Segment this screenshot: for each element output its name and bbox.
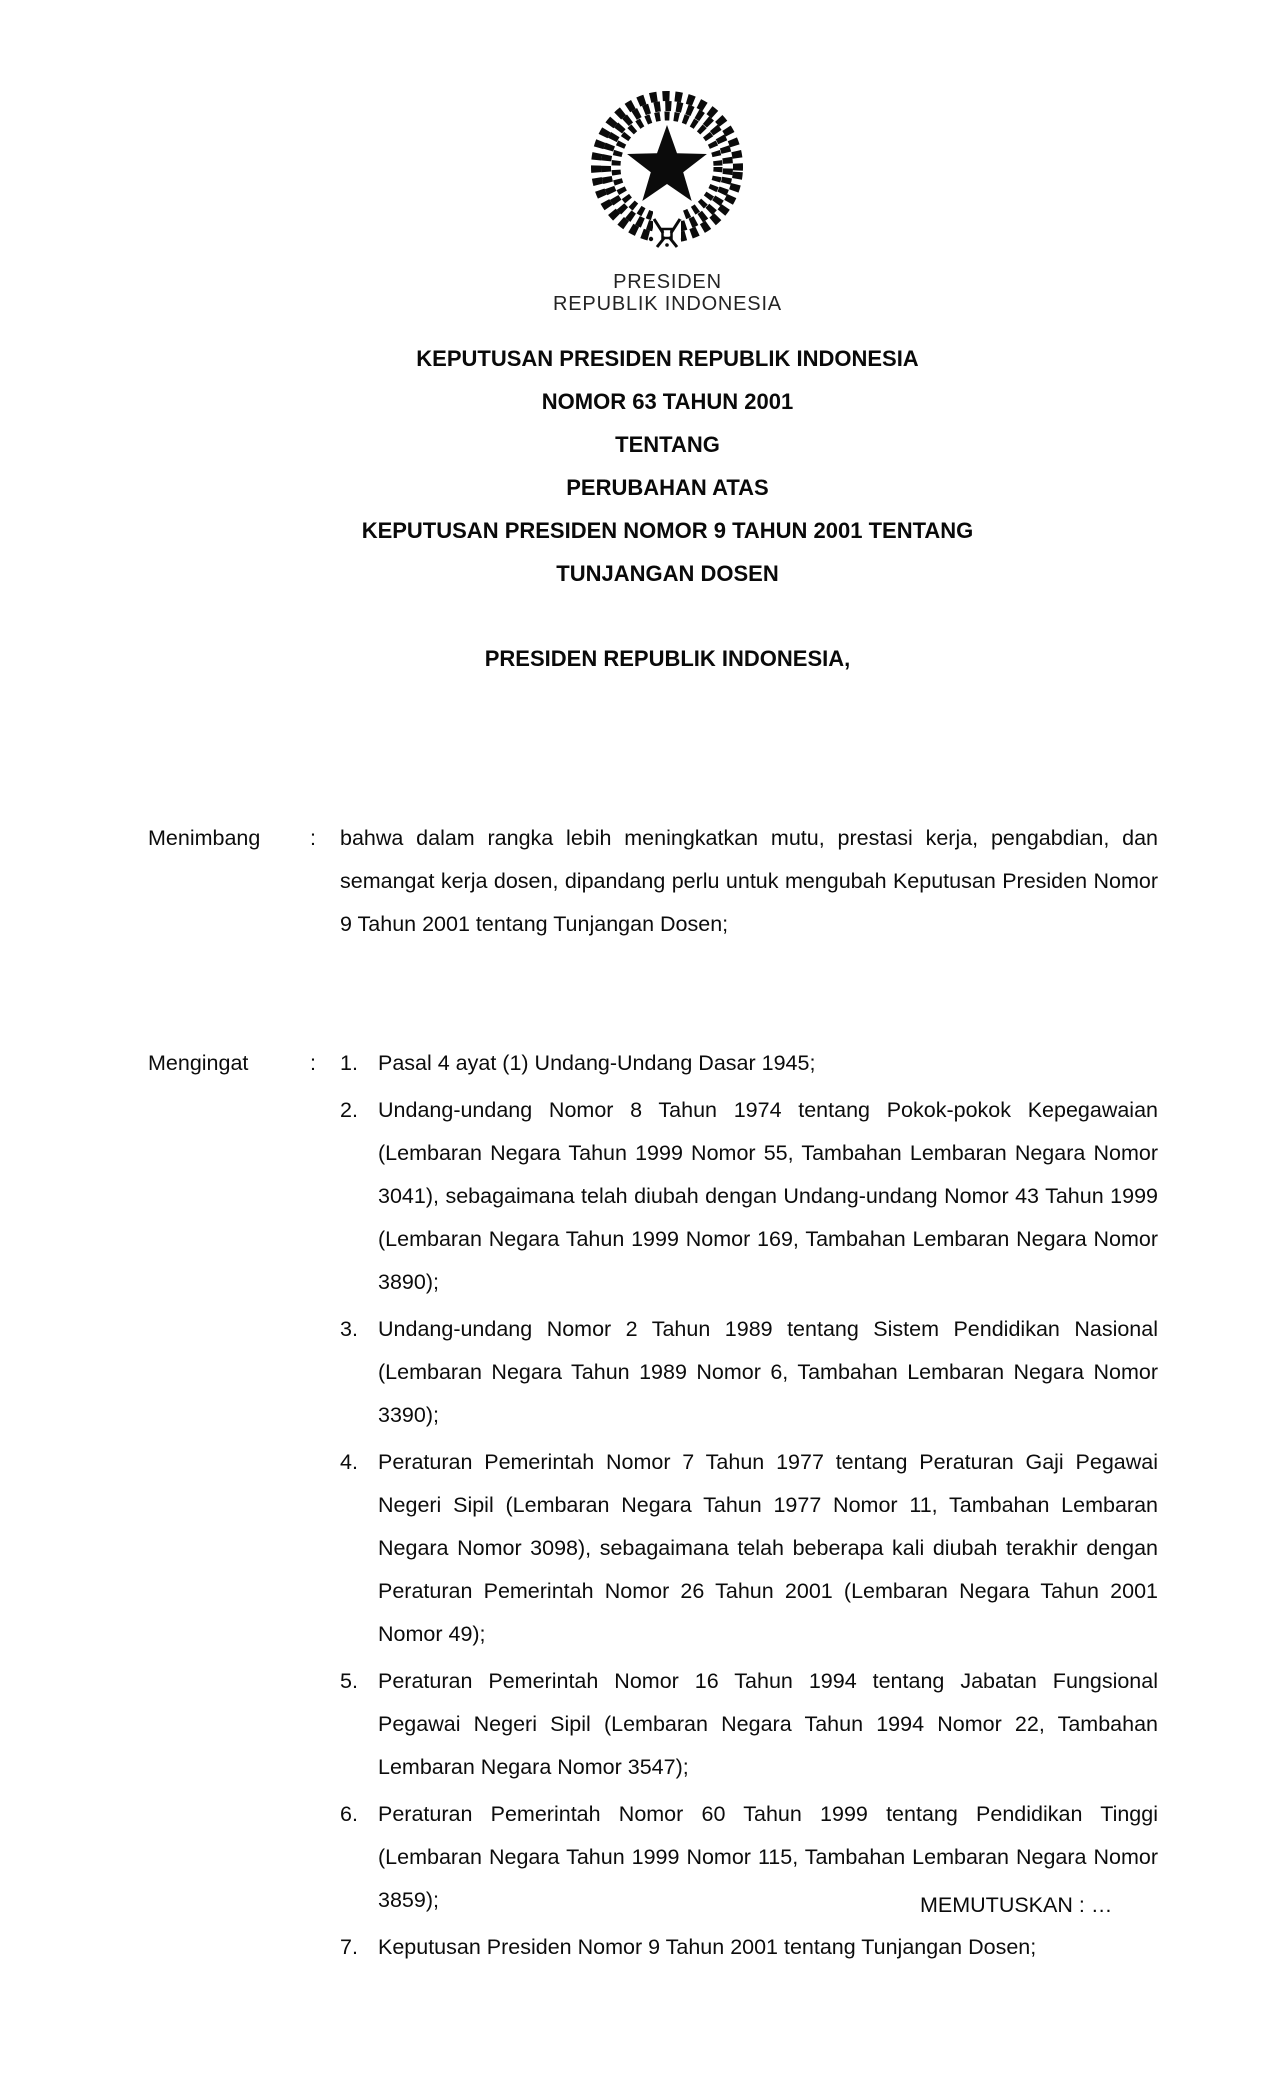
item-number bbox=[340, 1660, 378, 1789]
item-text: Peraturan Pemerintah Nomor 7 Tahun 1977 tentang Peraturan Gaji Pegawai Negeri Sipil (Lembaran Negara Tahun 1977 Nomor 11, Tambahan Lembaran Negara Nomor 3098), sebagaimana telah beberapa kali diubah terakhir dengan Peraturan Pemerintah Nomor 26 Tahun 2001 (Lembaran Negara Tahun 2001 Nomor 49); bbox=[378, 1450, 1158, 1646]
legal-basis-item bbox=[340, 1308, 1158, 1437]
legal-basis-item bbox=[340, 1926, 1158, 1969]
item-number bbox=[340, 1926, 378, 1969]
item-text: Peraturan Pemerintah Nomor 16 Tahun 1994 tentang Jabatan Fungsional Pegawai Negeri Sipil (Lembaran Negara Tahun 1994 Nomor 22, Tambahan Lembaran Negara Nomor 3547); bbox=[378, 1669, 1158, 1779]
item-number bbox=[340, 1089, 378, 1304]
legal-basis-list bbox=[340, 1042, 1158, 1973]
presidential-seal-icon bbox=[587, 83, 747, 255]
document-title-line: NOMOR 63 TAHUN 2001 bbox=[541, 389, 794, 414]
item-text: Peraturan Pemerintah Nomor 60 Tahun 1999 tentang Pendidikan Tinggi (Lembaran Negara Tahun 1999 Nomor 115, Tambahan Lembaran Negara Nomor 3859); bbox=[378, 1802, 1158, 1912]
item-text: Undang-undang Nomor 8 Tahun 1974 tentang Pokok-pokok Kepegawaian (Lembaran Negara Tahun 1999 Nomor 55, Tambahan Lembaran Negara Nomor 3041), sebagaimana telah diubah dengan Undang-undang Nomor 43 Tahun 1999 (Lembaran Negara Tahun 1999 Nomor 169, Tambahan Lembaran Negara Nomor 3890); bbox=[378, 1098, 1158, 1294]
item-number bbox=[340, 1441, 378, 1656]
salutation: PRESIDEN REPUBLIK INDONESIA, bbox=[484, 646, 851, 671]
item-number bbox=[340, 1308, 378, 1437]
legal-basis-colon: : bbox=[310, 1051, 316, 1075]
legal-basis-item bbox=[340, 1660, 1158, 1789]
considerations-colon: : bbox=[310, 826, 316, 850]
document-title-line: KEPUTUSAN PRESIDEN NOMOR 9 TAHUN 2001 TENTANG bbox=[361, 518, 974, 543]
item-text: Keputusan Presiden Nomor 9 Tahun 2001 tentang Tunjangan Dosen; bbox=[378, 1935, 1037, 1959]
continuation-marker: MEMUTUSKAN : … bbox=[920, 1893, 1113, 1917]
legal-basis-item bbox=[340, 1441, 1158, 1656]
considerations-label: Menimbang bbox=[148, 826, 261, 850]
document-title bbox=[60, 337, 1275, 595]
legal-basis-item bbox=[340, 1089, 1158, 1304]
document-title-line: KEPUTUSAN PRESIDEN REPUBLIK INDONESIA bbox=[416, 346, 919, 371]
item-text: Pasal 4 ayat (1) Undang-Undang Dasar 1945; bbox=[378, 1051, 816, 1075]
document-title-line: TENTANG bbox=[615, 432, 720, 457]
item-number bbox=[340, 1793, 378, 1922]
legal-basis-label: Mengingat bbox=[148, 1051, 249, 1075]
legal-basis-item bbox=[340, 1042, 1158, 1085]
considerations-section bbox=[148, 817, 1158, 946]
considerations-text: bahwa dalam rangka lebih meningkatkan mutu, prestasi kerja, pengabdian, dan semangat kerja dosen, dipandang perlu untuk mengubah Keputusan Presiden Nomor 9 Tahun 2001 tentang Tunjangan Dosen; bbox=[340, 826, 1158, 936]
item-number bbox=[340, 1042, 378, 1085]
document-title-line: PERUBAHAN ATAS bbox=[566, 475, 769, 500]
letterhead-republik-indonesia: REPUBLIK INDONESIA bbox=[553, 293, 782, 315]
legal-basis-section bbox=[148, 1042, 1158, 1973]
letterhead-presiden: PRESIDEN bbox=[613, 271, 722, 293]
letterhead bbox=[60, 271, 1275, 315]
document-title-line: TUNJANGAN DOSEN bbox=[556, 561, 779, 586]
item-text: Undang-undang Nomor 2 Tahun 1989 tentang Sistem Pendidikan Nasional (Lembaran Negara Tahun 1989 Nomor 6, Tambahan Lembaran Negara Nomor 3390); bbox=[378, 1317, 1158, 1427]
